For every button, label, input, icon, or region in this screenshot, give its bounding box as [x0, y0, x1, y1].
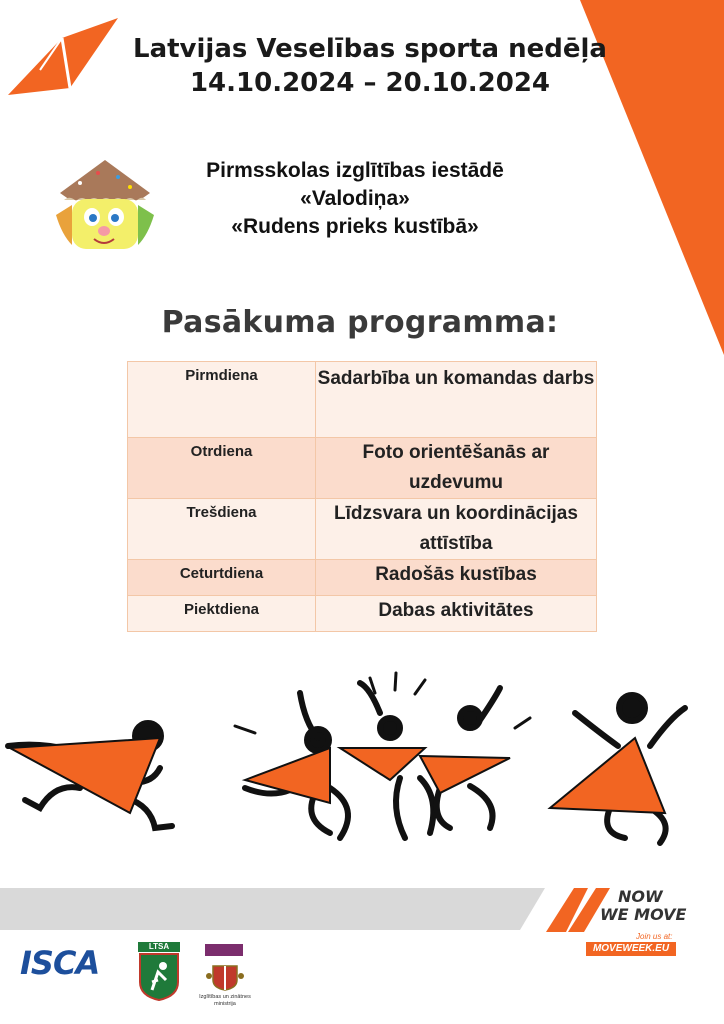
coat-of-arms-icon — [205, 962, 245, 992]
institution-name: «Valodiņa» — [300, 187, 410, 210]
ltsa-shield-icon — [138, 952, 180, 1002]
program-table — [127, 361, 597, 632]
activity-cell: Sadarbība un komandas darbs — [316, 362, 597, 438]
table-row — [128, 499, 597, 560]
day-cell: Pirmdiena — [128, 362, 316, 438]
table-row — [128, 438, 597, 499]
program-heading: Pasākuma programma: — [161, 305, 559, 340]
ministry-caption — [192, 994, 258, 1008]
ltsa-logo — [138, 942, 180, 1002]
activity-cell: Foto orientēšanās ar uzdevumu — [316, 438, 597, 499]
we-move-label: WE MOVE — [600, 905, 687, 924]
isca-logo: ISCA — [20, 944, 100, 982]
ministry-caption-line: Izglītības un zinātnes — [199, 994, 251, 1000]
event-title-line: Latvijas Veselības sporta nedēļa — [133, 34, 607, 64]
activity-cell: Radošās kustības — [316, 560, 597, 596]
ltsa-label: LTSA — [138, 942, 180, 952]
moveweek-url[interactable]: MOVEWEEK.EU — [586, 942, 676, 956]
now-we-move-logo — [544, 884, 694, 959]
ministry-color-bar — [205, 944, 243, 956]
activity-cell: Dabas aktivitātes — [316, 596, 597, 632]
dancing-figures-illustration — [0, 668, 724, 868]
valodina-mascot-illustration — [50, 155, 160, 255]
event-dates: 14.10.2024 – 20.10.2024 — [189, 68, 551, 98]
activity-cell: Līdzsvara un koordinācijas attīstība — [316, 499, 597, 560]
join-label: Join us at: — [636, 932, 673, 941]
day-cell: Trešdiena — [128, 499, 316, 560]
event-title — [60, 32, 680, 100]
event-motto: «Rudens prieks kustībā» — [231, 215, 479, 238]
ministry-logo — [200, 944, 250, 1016]
institution-type: Pirmsskolas izglītības iestādē — [206, 159, 504, 182]
institution-block — [150, 157, 560, 241]
table-row — [128, 362, 597, 438]
ministry-caption-line: ministrija — [214, 1001, 236, 1007]
day-cell: Otrdiena — [128, 438, 316, 499]
table-row — [128, 560, 597, 596]
table-row — [128, 596, 597, 632]
day-cell: Piektdiena — [128, 596, 316, 632]
now-label: NOW — [618, 887, 663, 906]
day-cell: Ceturtdiena — [128, 560, 316, 596]
